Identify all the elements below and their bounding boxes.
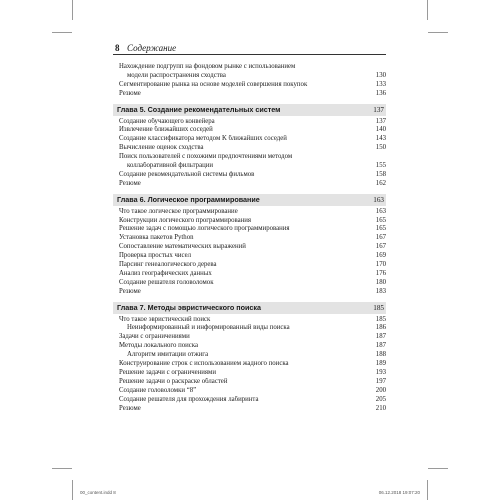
crop-mark (52, 468, 72, 469)
page-ref: 140 (375, 126, 386, 134)
entry-title: Решение задачи о раскраске областей (119, 377, 228, 385)
page-ref: 210 (375, 404, 386, 412)
page-ref: 137 (375, 117, 386, 125)
page-ref: 205 (375, 395, 386, 403)
entry-title: Резюме (119, 404, 141, 412)
entry-title: Извлечение ближайших соседей (119, 126, 213, 134)
running-title: Содержание (127, 43, 177, 53)
page-ref: 200 (375, 386, 386, 394)
crop-mark (52, 32, 72, 33)
page-ref: 187 (375, 342, 386, 350)
header-rule (113, 54, 386, 55)
page-ref: 185 (373, 303, 384, 312)
page-ref: 158 (375, 170, 386, 178)
chapter-title: Глава 7. Методы эвристического поиска (117, 302, 262, 312)
toc-entry (113, 234, 386, 243)
toc-entry (113, 288, 386, 297)
entry-title: Создание решателя головоломок (119, 278, 214, 286)
page-ref: 170 (375, 261, 386, 269)
entry-title: Сопоставление математических выражений (119, 243, 246, 251)
page-ref: 136 (375, 89, 386, 97)
page-ref: 162 (375, 179, 386, 187)
page-ref: 133 (375, 80, 386, 88)
entry-title: коллаборативной фильтрации (127, 162, 214, 170)
entry-title: Что такое логическое программирование (119, 207, 238, 215)
entry-title: Решение задачи с ограничениями (119, 368, 216, 376)
page-ref: 150 (375, 144, 386, 152)
crop-mark (427, 0, 428, 20)
page-ref: 167 (375, 234, 386, 242)
toc-entry (113, 243, 386, 252)
page-ref: 163 (373, 195, 384, 204)
page-ref: 137 (373, 105, 384, 114)
entry-title: Вычисление оценок сходства (119, 144, 204, 152)
toc-entry (113, 261, 386, 270)
toc-entry (113, 342, 386, 351)
page-ref: 143 (375, 135, 386, 143)
print-footer (80, 490, 420, 498)
crop-mark (72, 0, 73, 20)
entry-title: Резюме (119, 287, 141, 295)
entry-title: Что такое эвристический поиск (119, 315, 211, 323)
footer-filename: 00_content.indd 8 (80, 490, 116, 495)
toc-entry (113, 360, 386, 369)
page-ref: 197 (375, 377, 386, 385)
entry-title: Проверка простых чисел (119, 252, 192, 260)
entry-title: Парсинг генеалогического дерева (119, 261, 217, 269)
entry-title: Создание классификатора методом K ближайших соседей (119, 135, 287, 143)
toc-entry (113, 225, 386, 234)
page-ref: 176 (375, 269, 386, 277)
page-ref: 163 (375, 207, 386, 215)
page-number: 8 (115, 43, 120, 53)
crop-mark (428, 468, 448, 469)
entry-title: Поиск пользователей с похожими предпочтениями методом (119, 153, 293, 161)
page-ref: 193 (375, 368, 386, 376)
entry-title: Решение задач с помощью логического программирования (119, 225, 290, 233)
toc-entry (113, 351, 386, 360)
entry-title: Конструкции логического программирования (119, 216, 252, 224)
toc-entry (113, 180, 386, 189)
page-ref: 167 (375, 243, 386, 251)
toc-chapter-heading (113, 302, 386, 314)
toc-entry (113, 135, 386, 144)
page-ref: 169 (375, 252, 386, 260)
page-ref: 188 (375, 351, 386, 359)
toc-entry (113, 333, 386, 342)
page-ref: 165 (375, 225, 386, 233)
toc-entry (113, 90, 386, 99)
table-of-contents (113, 63, 386, 413)
page-ref: 165 (375, 216, 386, 224)
toc-entry (113, 378, 386, 387)
entry-title: Резюме (119, 89, 141, 97)
entry-title: Сегментирование рынка на основе моделей совершения покупок (119, 80, 308, 88)
entry-title: Создание головоломки “8” (119, 386, 197, 394)
toc-entry (113, 126, 386, 135)
page-ref: 183 (375, 287, 386, 295)
crop-mark (427, 480, 428, 500)
toc-chapter-heading (113, 104, 386, 116)
toc-entry (113, 81, 386, 90)
entry-title: Установка пакетов Python (119, 234, 194, 242)
entry-title: Анализ географических данных (119, 269, 212, 277)
page-ref: 187 (375, 333, 386, 341)
entry-title: Неинформированный и информированный виды поиска (127, 324, 290, 332)
toc-entry (113, 387, 386, 396)
page-ref: 155 (375, 162, 386, 170)
toc-entry (113, 118, 386, 127)
toc-entry (113, 63, 386, 72)
toc-chapter-heading (113, 194, 386, 206)
toc-entry (113, 396, 386, 405)
chapter-title: Глава 6. Логическое программирование (117, 194, 260, 204)
toc-entry (113, 316, 386, 325)
entry-title: Конструирование строк с использованием жадного поиска (119, 360, 289, 368)
toc-entry (113, 369, 386, 378)
toc-entry (113, 405, 386, 414)
toc-entry (113, 279, 386, 288)
page-ref: 189 (375, 360, 386, 368)
entry-title: Резюме (119, 179, 141, 187)
toc-entry (113, 208, 386, 217)
crop-mark (72, 480, 73, 500)
toc-entry (113, 171, 386, 180)
running-header (113, 42, 386, 56)
page-ref: 185 (375, 315, 386, 323)
page-ref: 186 (375, 324, 386, 332)
page-ref: 180 (375, 278, 386, 286)
entry-title: Нахождение подгрупп на фондовом рынке с использованием (119, 63, 296, 70)
entry-title: Методы локального поиска (119, 342, 198, 350)
entry-title: модели распространения сходства (127, 71, 226, 79)
chapter-title: Глава 5. Создание рекомендательных систем (117, 104, 281, 114)
toc-entry (113, 144, 386, 153)
toc-entry (113, 72, 386, 81)
toc-entry (113, 270, 386, 279)
toc-entry (113, 153, 386, 162)
page-ref: 130 (375, 71, 386, 79)
entry-title: Задачи с ограничениями (119, 333, 190, 341)
entry-title: Создание рекомендательной системы фильмов (119, 170, 255, 178)
toc-entry (113, 324, 386, 333)
entry-title: Создание решателя для прохождения лабиринта (119, 395, 259, 403)
toc-entry (113, 217, 386, 226)
toc-entry (113, 252, 386, 261)
footer-timestamp: 06.12.2018 19:07:20 (378, 490, 420, 495)
entry-title: Создание обучающего конвейера (119, 117, 215, 125)
entry-title: Алгоритм имитации отжига (127, 351, 209, 359)
crop-mark (428, 32, 448, 33)
toc-entry (113, 162, 386, 171)
